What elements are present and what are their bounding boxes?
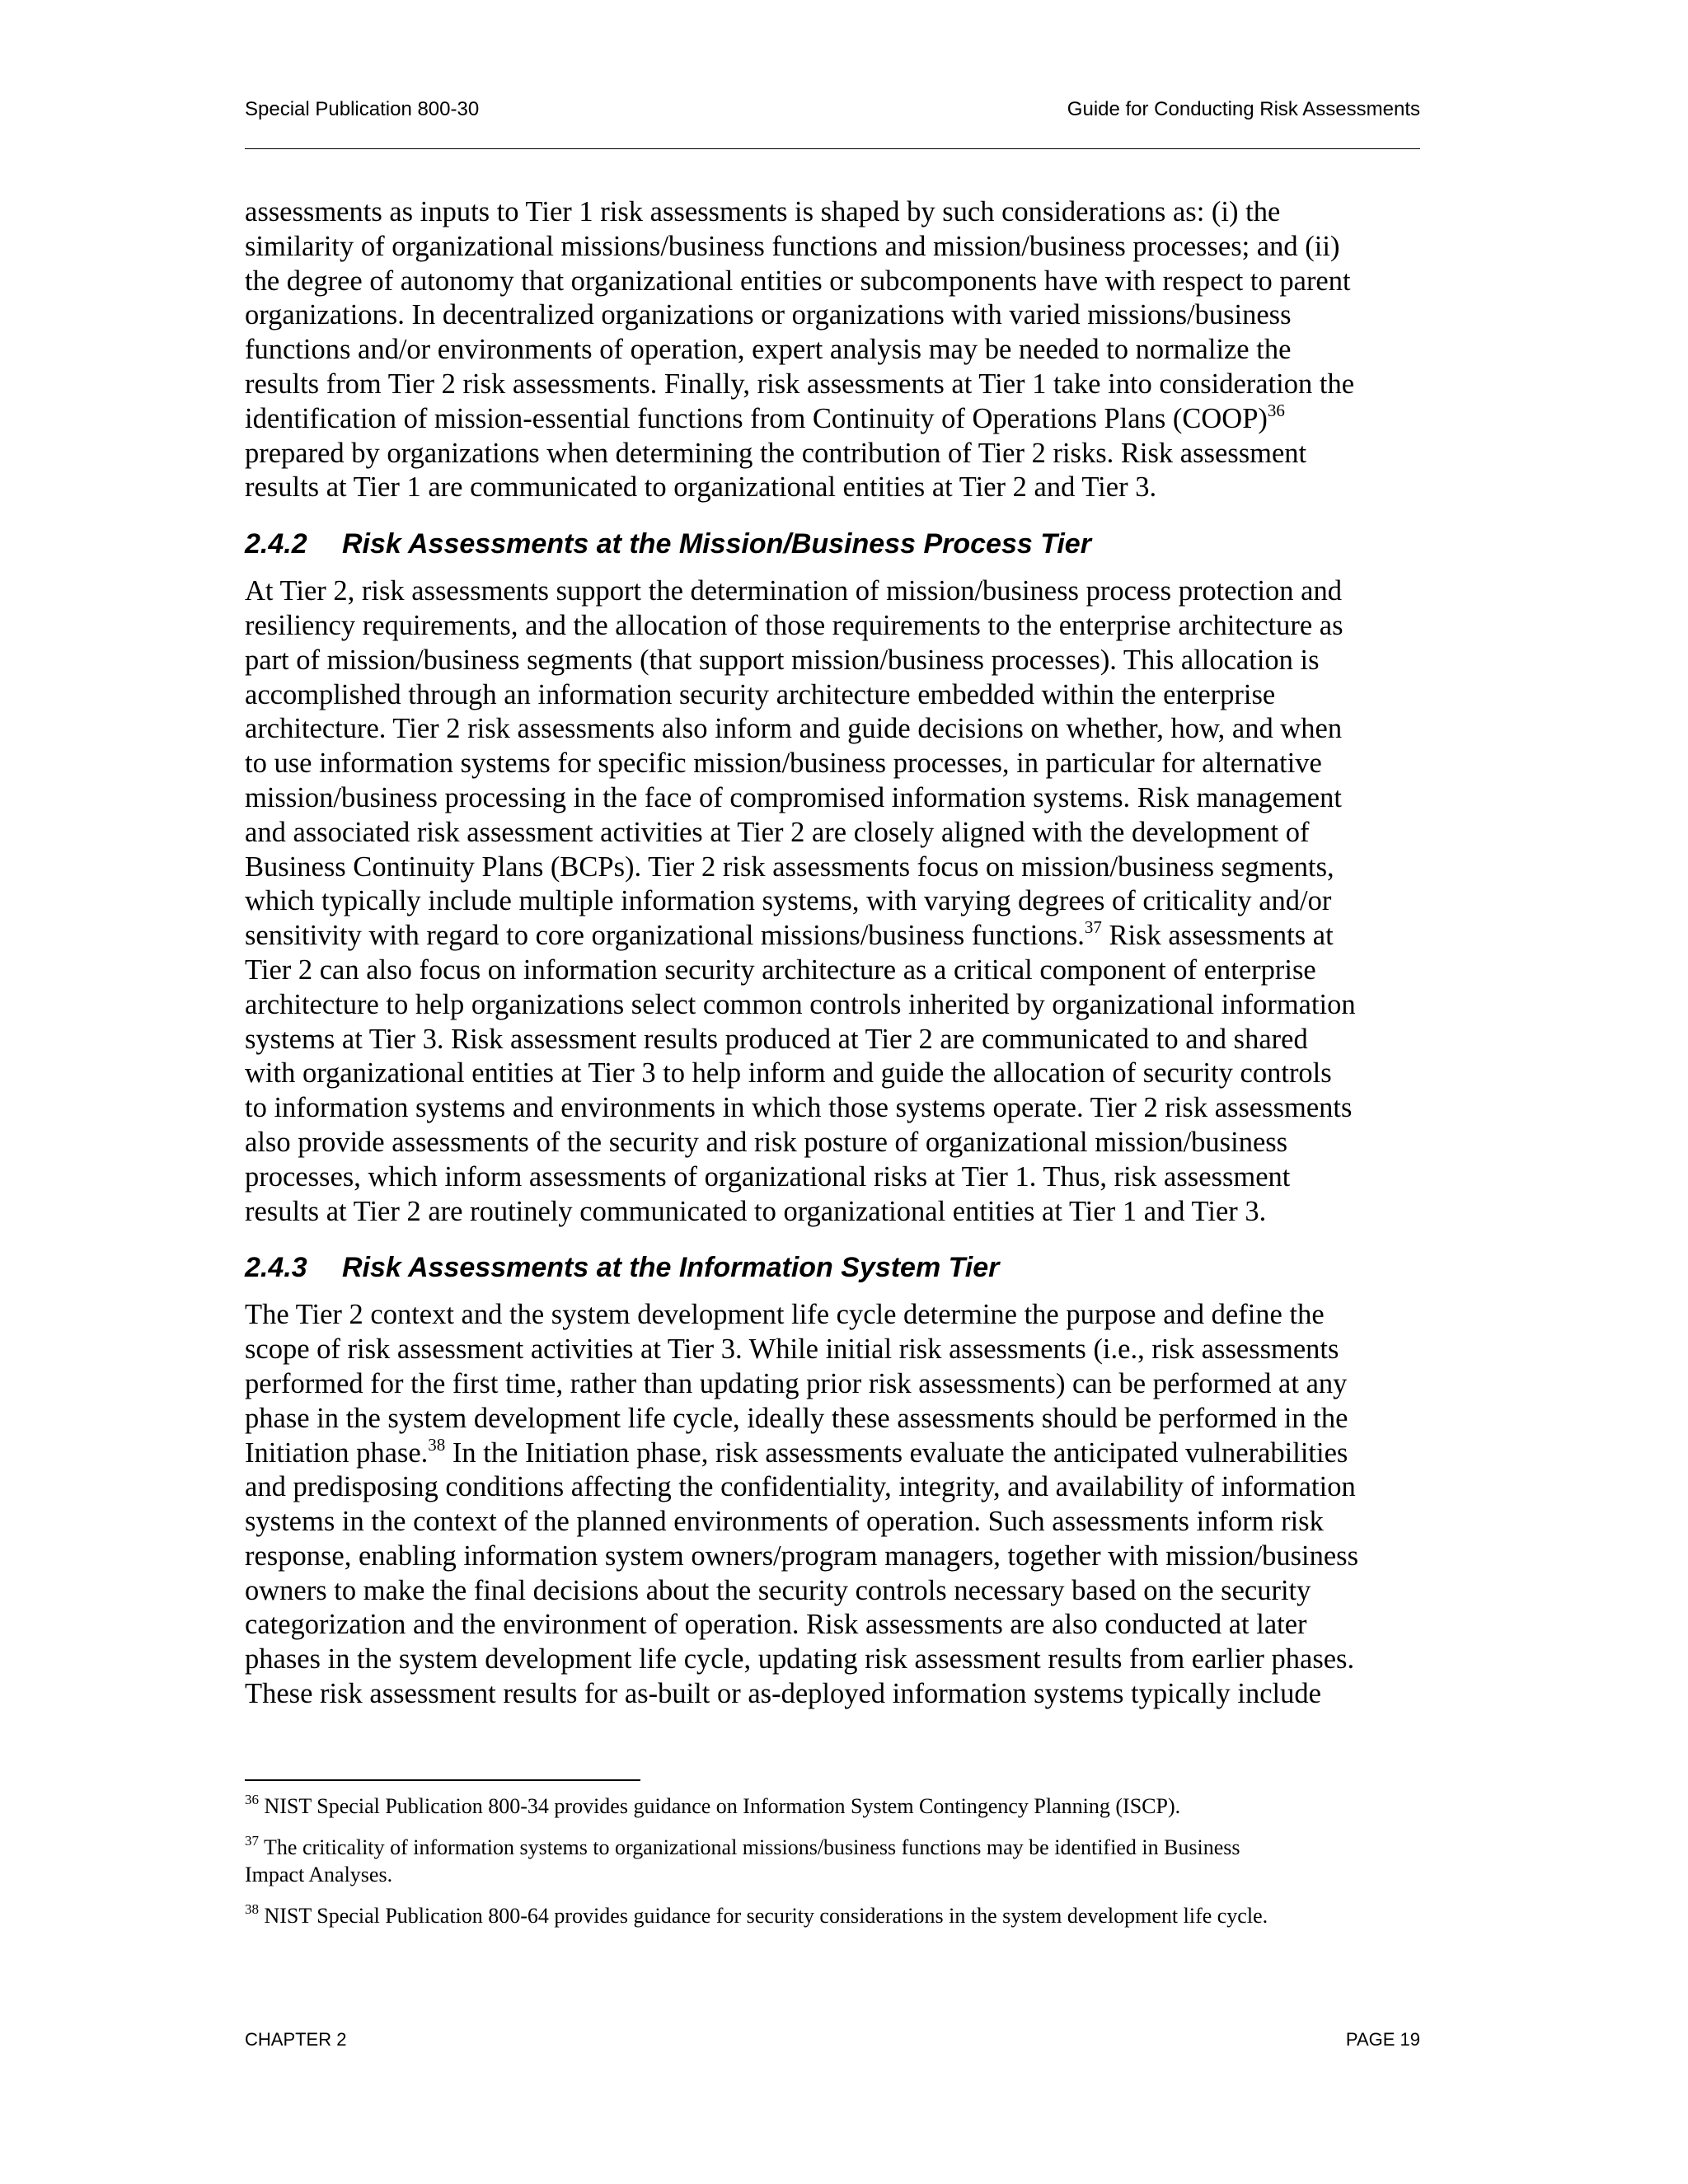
section-2-4-2-paragraph xyxy=(245,574,1420,1229)
text-line: phase in the system development life cycle, ideally these assessments should be performed in the xyxy=(245,1402,1348,1434)
footnote-number: 37 xyxy=(245,1833,259,1849)
text-line: with organizational entities at Tier 3 to help inform and guide the allocation of security controls xyxy=(245,1057,1332,1090)
text-line: systems in the context of the planned environments of operation. Such assessments inform risk xyxy=(245,1506,1324,1538)
text-line: Business Continuity Plans (BCPs). Tier 2 risk assessments focus on mission/business segments, xyxy=(245,851,1334,883)
text-line: Impact Analyses. xyxy=(245,1863,393,1886)
text-line: phases in the system development life cycle, updating risk assessment results from earlier phases. xyxy=(245,1643,1355,1675)
text-line: mission/business processing in the face of compromised information systems. Risk management xyxy=(245,781,1342,813)
section-title: Risk Assessments at the Mission/Business Process Tier xyxy=(342,528,1091,560)
text-line: scope of risk assessment activities at Tier 3. While initial risk assessments (i.e., risk assessments xyxy=(245,1333,1339,1366)
text-line: functions and/or environments of operation, expert analysis may be needed to normalize the xyxy=(245,334,1292,366)
footnote-text: NIST Special Publication 800-34 provides guidance on Information System Contingency Planning (ISCP). xyxy=(259,1794,1181,1818)
footnote-divider xyxy=(245,1779,640,1781)
text-segment: Risk assessments at xyxy=(1101,920,1334,952)
text-line: and predisposing conditions affecting the confidentiality, integrity, and availability of information xyxy=(245,1471,1356,1503)
text-line xyxy=(245,402,1420,437)
text-line: also provide assessments of the security and risk posture of organizational mission/business xyxy=(245,1126,1288,1158)
text-line: categorization and the environment of operation. Risk assessments are also conducted at later xyxy=(245,1609,1307,1641)
text-line: performed for the first time, rather than updating prior risk assessments) can be performed at any xyxy=(245,1367,1348,1399)
footnotes xyxy=(245,1793,1420,1943)
text-line: processes, which inform assessments of organizational risks at Tier 1. Thus, risk assessment xyxy=(245,1160,1291,1193)
text-line: to information systems and environments in which those systems operate. Tier 2 risk assessments xyxy=(245,1092,1353,1124)
footnote-37 xyxy=(245,1834,1420,1888)
footnote-ref-36[interactable]: 36 xyxy=(1267,400,1285,420)
header-guide-title: Guide for Conducting Risk Assessments xyxy=(1067,98,1420,120)
footnote-ref-38[interactable]: 38 xyxy=(428,1434,446,1455)
text-line: part of mission/business segments (that support mission/business processes). This allocation is xyxy=(245,644,1320,676)
section-heading-2-4-3 xyxy=(245,1250,1420,1285)
text-line: These risk assessment results for as-built or as-deployed information systems typically include xyxy=(245,1678,1321,1710)
text-line: results at Tier 2 are routinely communicated to organizational entities at Tier 1 and Tier 3. xyxy=(245,1195,1267,1227)
text-line: assessments as inputs to Tier 1 risk assessments is shaped by such considerations as: (i) the xyxy=(245,196,1281,227)
text-line: At Tier 2, risk assessments support the determination of mission/business process protection and xyxy=(245,575,1342,607)
text-line: which typically include multiple information systems, with varying degrees of criticality and/or xyxy=(245,885,1332,917)
header-divider xyxy=(245,148,1420,149)
text-line: resiliency requirements, and the allocation of those requirements to the enterprise architecture as xyxy=(245,609,1343,641)
text-line xyxy=(245,1902,1420,1929)
text-line: systems at Tier 3. Risk assessment results produced at Tier 2 are communicated to and shared xyxy=(245,1023,1308,1055)
text-line xyxy=(245,1834,1420,1861)
footnote-text: NIST Special Publication 800-64 provides guidance for security considerations in the system development life cycle. xyxy=(259,1904,1268,1928)
footnote-36 xyxy=(245,1793,1420,1820)
text-line xyxy=(245,1793,1420,1820)
text-line: owners to make the final decisions about the security controls necessary based on the security xyxy=(245,1574,1311,1606)
footer-chapter: CHAPTER 2 xyxy=(245,2029,347,2050)
footnote-number: 38 xyxy=(245,1901,259,1917)
text-line: the degree of autonomy that organizational entities or subcomponents have with respect to parent xyxy=(245,265,1351,297)
text-line: to use information systems for specific mission/business processes, in particular for alternative xyxy=(245,748,1322,780)
text-line xyxy=(245,1436,1420,1471)
text-line: accomplished through an information security architecture embedded within the enterprise xyxy=(245,678,1276,710)
text-line: organizations. In decentralized organizations or organizations with varied missions/business xyxy=(245,299,1292,331)
header-publication: Special Publication 800-30 xyxy=(245,98,480,120)
footer-page-number: PAGE 19 xyxy=(1345,2029,1420,2050)
text-segment: identification of mission-essential functions from Continuity of Operations Plans (COOP) xyxy=(245,402,1268,434)
footnote-number: 36 xyxy=(245,1792,259,1807)
footnote-ref-37[interactable]: 37 xyxy=(1084,917,1102,938)
text-line: results at Tier 1 are communicated to organizational entities at Tier 2 and Tier 3. xyxy=(245,471,1157,504)
text-line: architecture to help organizations select common controls inherited by organizational information xyxy=(245,988,1356,1020)
section-number: 2.4.3 xyxy=(245,1252,307,1284)
section-2-4-3-paragraph xyxy=(245,1298,1420,1712)
footnote-text: The criticality of information systems to organizational missions/business functions may be identified in Business xyxy=(259,1835,1240,1859)
text-line: prepared by organizations when determining the contribution of Tier 2 risks. Risk assessment xyxy=(245,437,1307,469)
text-line: and associated risk assessment activities at Tier 2 are closely aligned with the development of xyxy=(245,816,1310,848)
text-segment: sensitivity with regard to core organizational missions/business functions. xyxy=(245,920,1085,952)
main-text xyxy=(245,195,1420,1712)
intro-paragraph xyxy=(245,195,1420,505)
text-segment: Initiation phase. xyxy=(245,1436,429,1469)
text-line: response, enabling information system owners/program managers, together with mission/business xyxy=(245,1540,1359,1572)
text-line: The Tier 2 context and the system development life cycle determine the purpose and define the xyxy=(245,1299,1325,1331)
section-heading-2-4-2 xyxy=(245,527,1420,561)
text-line: architecture. Tier 2 risk assessments also inform and guide decisions on whether, how, and when xyxy=(245,713,1343,745)
text-line xyxy=(245,919,1420,954)
document-page xyxy=(245,0,1420,2184)
footnote-38 xyxy=(245,1902,1420,1929)
text-line: Tier 2 can also focus on information security architecture as a critical component of enterprise xyxy=(245,954,1316,986)
text-segment: In the Initiation phase, risk assessments evaluate the anticipated vulnerabilities xyxy=(445,1436,1348,1469)
text-line: similarity of organizational missions/business functions and mission/business processes; and (ii) xyxy=(245,230,1340,262)
text-line: results from Tier 2 risk assessments. Finally, risk assessments at Tier 1 take into consideration the xyxy=(245,368,1355,400)
section-title: Risk Assessments at the Information System Tier xyxy=(342,1252,1000,1284)
section-number: 2.4.2 xyxy=(245,528,307,560)
